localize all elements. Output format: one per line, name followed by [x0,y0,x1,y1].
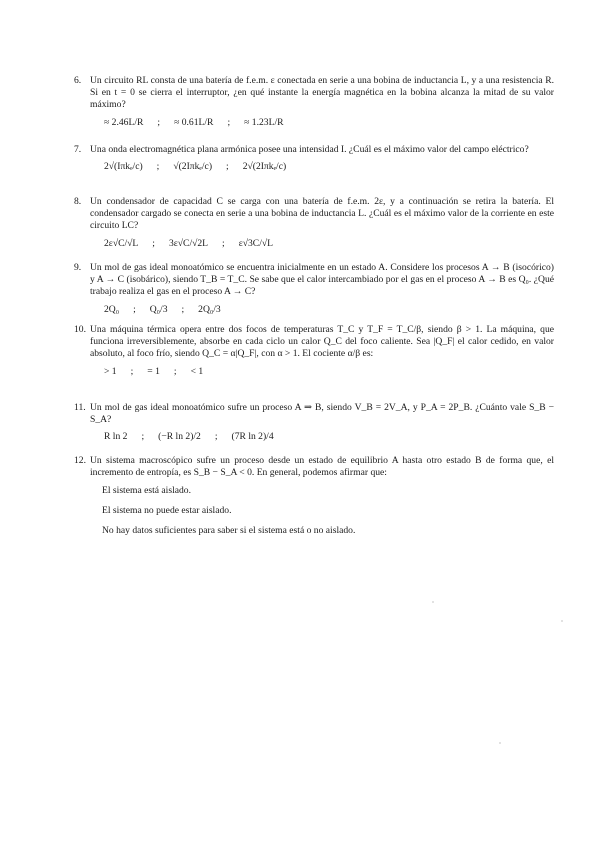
question-number: 11. [74,402,86,413]
option-a[interactable]: ≈ 2.46L/R [104,116,144,128]
option-a[interactable]: El sistema está aislado. [102,485,191,497]
question-text: Un mol de gas ideal monoatómico se encuentra inicialmente en un estado A. Considere los procesos A → B (isocórico) y A → C (isobárico), siendo T_B = T_C. Se sabe que el calor intercambiado por el gas en el proceso A → B es Q₀. ¿Qué trabajo realiza el gas en el proceso A → C? [90,262,554,298]
option-b[interactable]: (−R ln 2)/2 [158,431,201,443]
question-9 [74,262,554,316]
answer-options [104,366,554,378]
option-c[interactable]: 2√(2Iπkₑ/c) [242,161,287,173]
scan-artifact [499,742,501,744]
answer-options [102,485,554,545]
question-text: Una onda electromagnética plana armónica posee una intensidad I. ¿Cuál es el máximo valor del campo eléctrico? [90,144,529,155]
question-text: Un mol de gas ideal monoatómico sufre un proceso A ⇒ B, siendo V_B = 2V_A, y P_A = 2P_B. ¿Cuánto vale S_B − S_A? [90,402,554,426]
scan-artifact [432,601,434,603]
option-separator: ; [214,431,218,443]
question-number: 7. [74,144,82,155]
question-12 [74,455,554,545]
question-8 [74,196,554,250]
option-separator: ; [156,161,160,173]
question-10 [74,324,554,378]
question-text: Un condensador de capacidad C se carga con una batería de f.e.m. 2ε, y a continuación se retira la batería. El condensador cargado se conecta en serie a una bobina de inductancia L. ¿Cuál es el máximo valor de la corriente en este circuito LC? [90,196,554,232]
option-c[interactable]: (7R ln 2)/4 [231,431,274,443]
question-6 [74,75,554,129]
option-c[interactable]: No hay datos suficientes para saber si el sistema está o no aislado. [102,525,356,537]
option-separator: ; [181,303,185,315]
question-number: 10. [74,324,86,335]
question-text: Un sistema macroscópico sufre un proceso desde un estado de equilibrio A hasta otro estado B de forma que, el incremento de entropía, es S_B − S_A < 0. En general, podemos afirmar que: [90,455,554,479]
question-text: Una máquina térmica opera entre dos focos de temperaturas T_C y T_F = T_C/β, siendo β > 1. La máquina, que funciona irreversiblemente, absorbe en cada ciclo un calor Q_C del foco caliente. Sea |Q_F| el calor cedido, en valor absoluto, al foco frío, siendo Q_C = α|Q_F|, con α > 1. El cociente α/β es: [90,324,554,360]
option-b[interactable]: 3ε√C/√2L [168,237,209,249]
option-separator: ; [141,431,145,443]
option-separator: ; [173,365,177,377]
question-number: 6. [74,75,82,86]
option-b[interactable]: El sistema no puede estar aislado. [102,505,232,517]
question-number: 9. [74,262,82,273]
question-11 [74,402,554,443]
option-b[interactable]: Q₀/3 [149,303,168,315]
answer-options [104,117,554,129]
option-separator: ; [226,161,229,173]
option-c[interactable]: 2Q₀/3 [198,303,221,315]
option-separator: ; [227,116,231,128]
question-number: 12. [74,455,86,466]
scan-artifact [561,620,563,622]
answer-options [104,304,554,316]
option-a[interactable]: 2ε√C/√L [104,237,139,249]
answer-options [104,431,554,443]
question-text: Un circuito RL consta de una batería de f.e.m. ε conectada en serie a una bobina de inductancia L, y a una resistencia R. Si en t = 0 se cierra el interruptor, ¿en qué instante la energía magnética en la bobina alcanza la mitad de su valor máximo? [90,75,554,111]
answer-options [104,161,554,173]
question-7 [74,144,554,173]
option-a[interactable]: 2√(Iπkₑ/c) [104,161,143,173]
option-separator: ; [222,237,225,249]
option-b[interactable]: ≈ 0.61L/R [174,116,214,128]
option-separator: ; [152,237,155,249]
question-number: 8. [74,196,82,207]
answer-options [104,238,554,250]
option-separator: ; [133,303,136,315]
option-a[interactable]: 2Q₀ [104,303,120,315]
option-c[interactable]: ≈ 1.23L/R [244,116,284,128]
option-c[interactable]: ε√3C/√L [238,237,273,249]
option-a[interactable]: R ln 2 [104,431,128,443]
option-separator: ; [157,116,161,128]
option-b[interactable]: = 1 [147,365,160,377]
option-separator: ; [130,365,134,377]
option-c[interactable]: < 1 [190,365,204,377]
option-b[interactable]: √(2Iπkₑ/c) [173,161,213,173]
option-a[interactable]: > 1 [104,365,117,377]
